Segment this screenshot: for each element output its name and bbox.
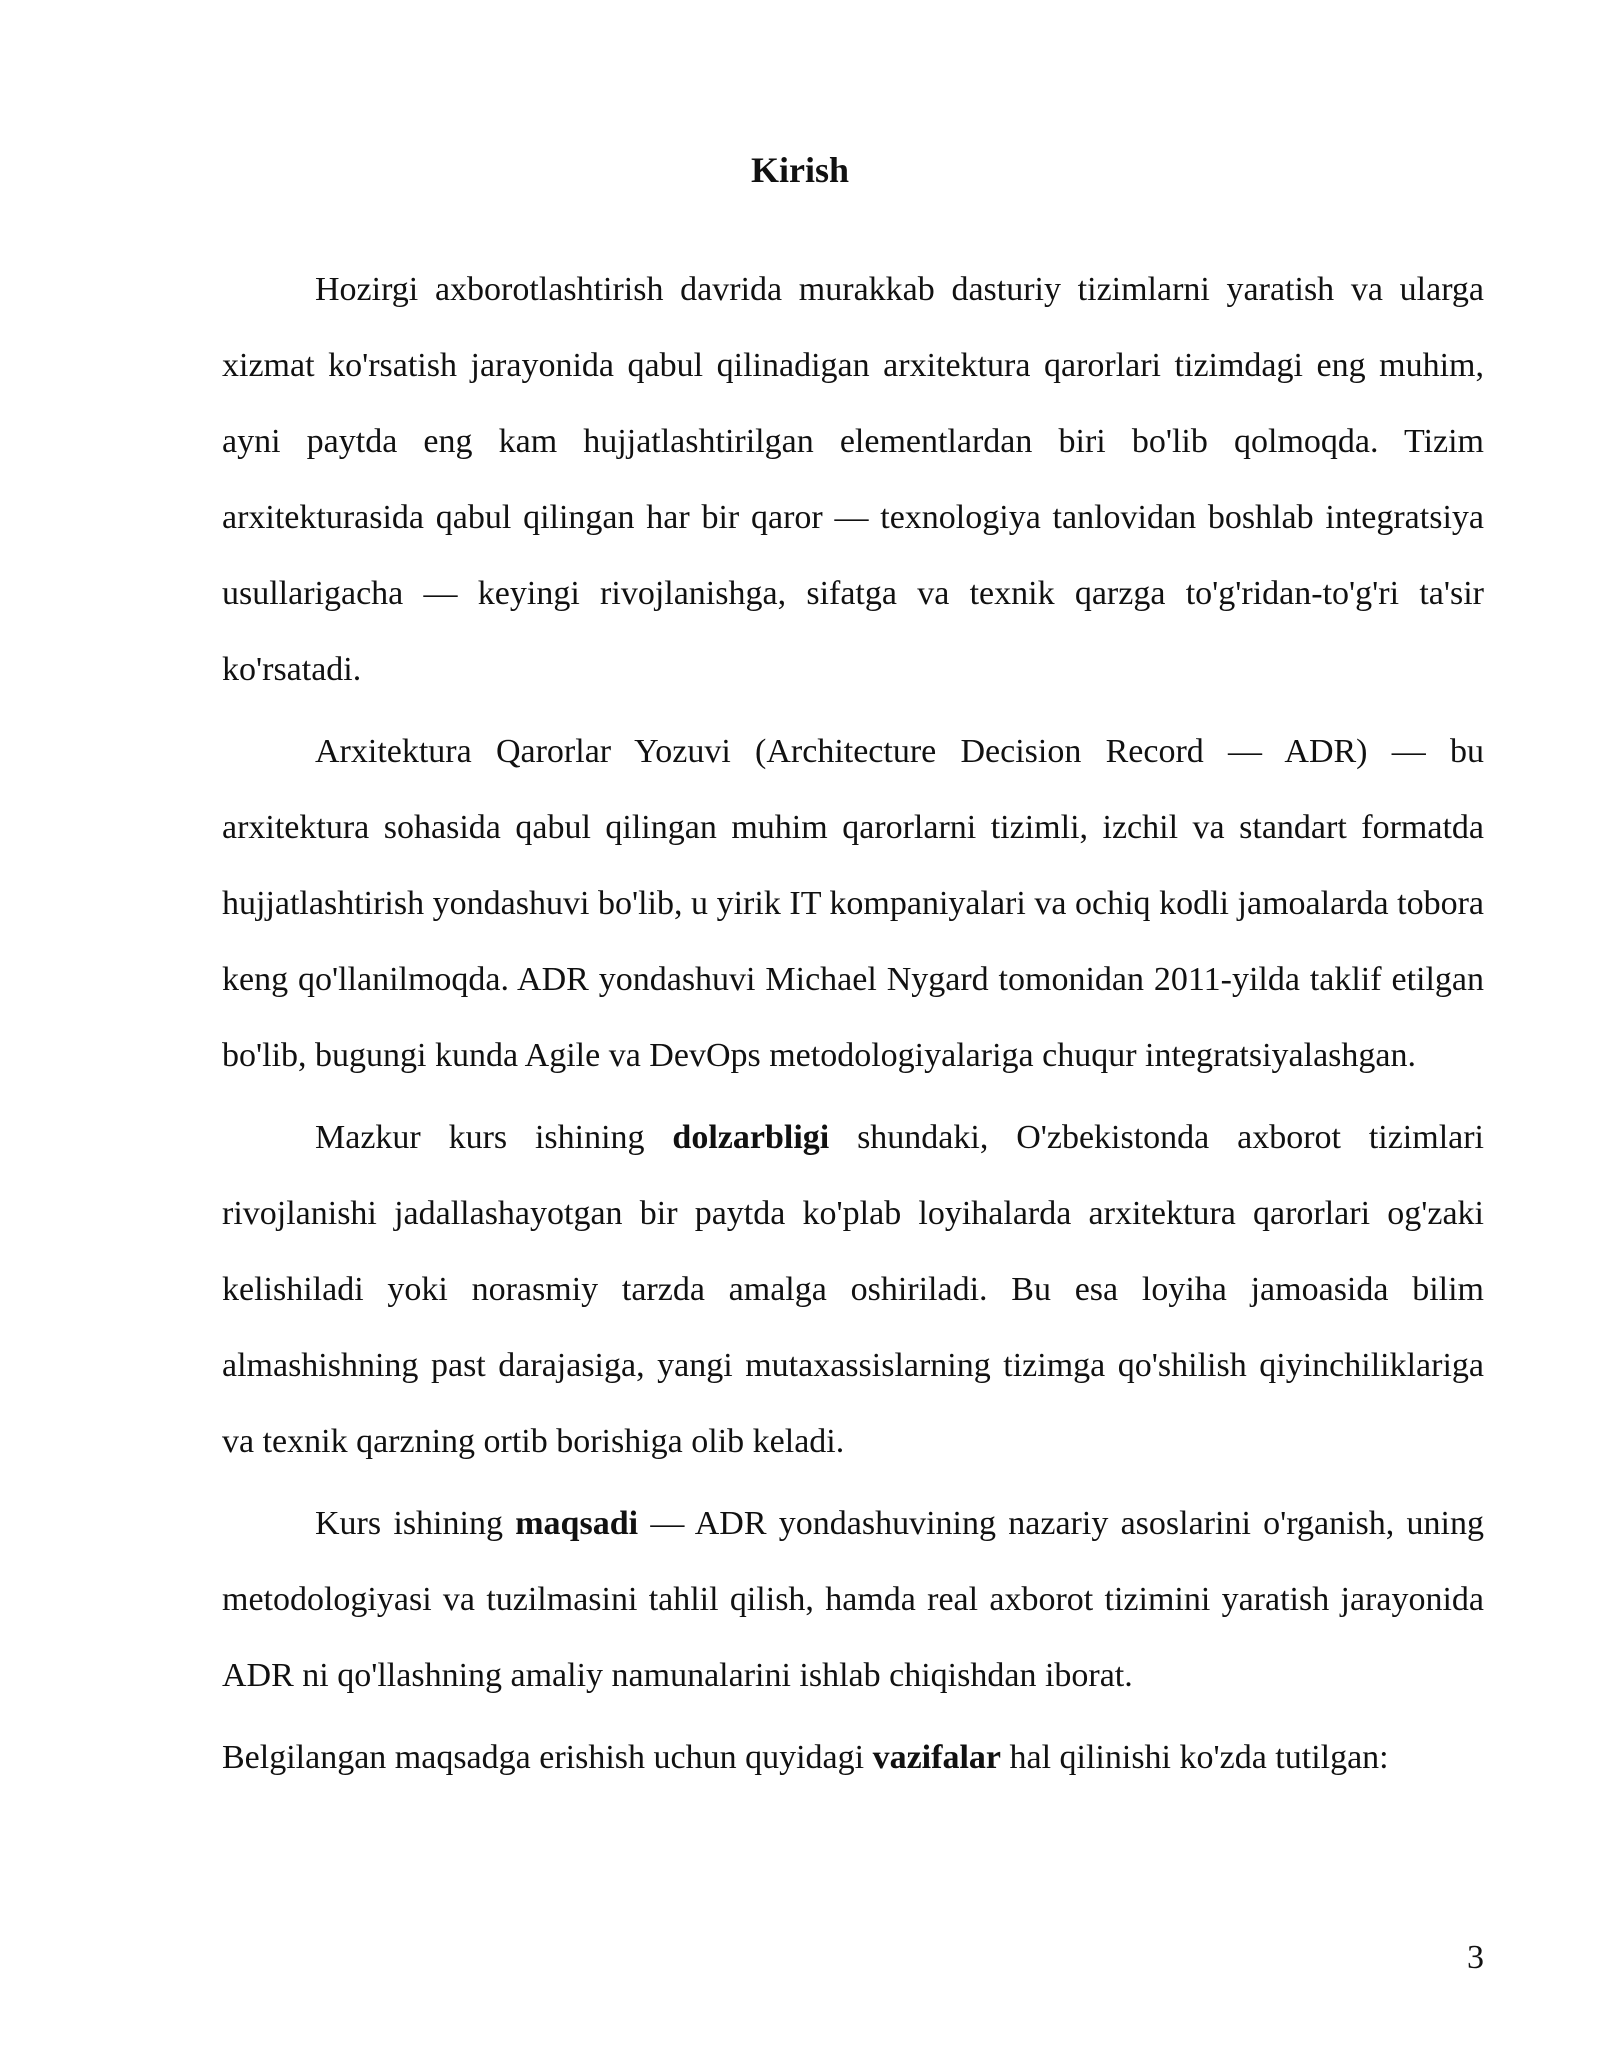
paragraph-introduction: Hozirgi axborotlashtirish davrida murakkab dasturiy tizimlarni yaratish va ularga xizmat ko'rsatish jarayonida qabul qilinadigan arxitektura qarorlari tizimdagi eng muhim, ayni paytda eng kam hujjatlashtirilgan elementlardan biri bo'lib qolmoqda. Tizim arxitekturasida qabul qilingan har bir qaror — texnologiya tanlovidan boshlab integratsiya usullarigacha — keyingi rivojlanishga, sifatga va texnik qarzga to'g'ridan-to'g'ri ta'sir ko'rsatadi. — [222, 271, 1484, 688]
goal-keyword: maqsadi — [515, 1505, 639, 1542]
page-title: Kirish — [750, 150, 849, 190]
tasks-text-before: Belgilangan maqsadga erishish uchun quyidagi — [222, 1739, 873, 1776]
goal-text-before: Kurs ishining — [315, 1505, 516, 1542]
paragraph-goal — [222, 1486, 1484, 1714]
relevance-text-before: Mazkur kurs ishining — [315, 1119, 673, 1156]
relevance-text-after: shundaki, O'zbekistonda axborot tizimlari rivojlanishi jadallashayotgan bir paytda ko'plab loyihalarda arxitektura qarorlari og'zaki kelishiladi yoki norasmiy tarzda amalga oshiriladi. Bu esa loyiha jamoasida bilim almashishning past darajasiga, yangi mutaxassislarning tizimga qo'shilish qiyinchiliklariga va texnik qarzning ortib borishiga olib keladi. — [222, 1119, 1485, 1460]
paragraph-adr-definition: Arxitektura Qarorlar Yozuvi (Architecture Decision Record — ADR) — bu arxitektura sohasida qabul qilingan muhim qarorlarni tizimli, izchil va standart formatda hujjatlashtirish yondashuvi bo'lib, u yirik IT kompaniyalari va ochiq kodli jamoalarda tobora keng qo'llanilmoqda. ADR yondashuvi Michael Nygard tomonidan 2011-yilda taklif etilgan bo'lib, bugungi kunda Agile va DevOps metodologiyalariga chuqur integratsiyalashgan. — [222, 733, 1484, 1074]
paragraph-relevance — [222, 1100, 1484, 1480]
page-number: 3 — [1467, 1939, 1484, 1976]
paragraph-tasks-intro — [222, 1720, 1484, 1796]
goal-text-after: — ADR yondashuvining nazariy asoslarini o'rganish, uning metodologiyasi va tuzilmasini tahlil qilish, hamda real axborot tizimini yaratish jarayonida ADR ni qo'llashning amaliy namunalarini ishlab chiqishdan iborat. — [222, 1505, 1484, 1694]
tasks-keyword: vazifalar — [872, 1739, 1001, 1776]
tasks-text-after: hal qilinishi ko'zda tutilgan: — [1001, 1739, 1389, 1776]
document-body — [222, 252, 1484, 1802]
relevance-keyword: dolzarbligi — [672, 1119, 830, 1156]
